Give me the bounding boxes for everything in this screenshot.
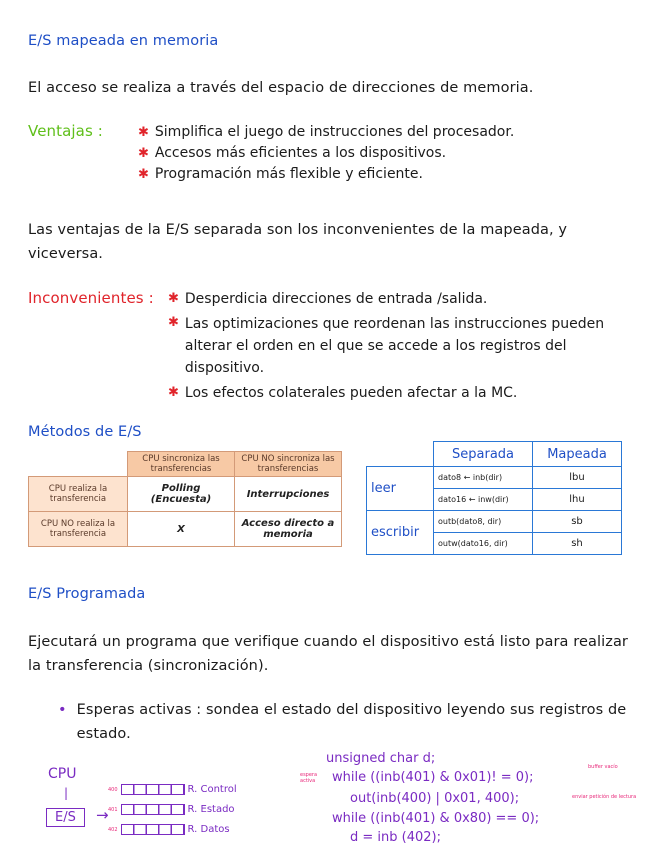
asterisk-icon: ✱	[168, 315, 179, 330]
table-header: Separada	[434, 442, 533, 467]
drawbacks-list	[168, 289, 643, 403]
table-cell: dato16 ← inw(dir)	[434, 489, 533, 511]
table-header: CPU NO sincroniza las transferencias	[235, 452, 342, 477]
table-row	[29, 477, 342, 512]
code-line: while ((inb(401) & 0x80) == 0);	[332, 811, 540, 826]
table-row	[367, 511, 622, 533]
summary-text: Las ventajas de la E/S separada son los inconvenientes de la mapeada, y viceversa.	[28, 222, 568, 262]
list-item: ✱ Las optimizaciones que reordenan las instrucciones pueden alterar el orden en el que se accede a los registros del dispositivo.	[168, 313, 643, 379]
table-corner	[367, 442, 434, 467]
row-label: CPU realiza la transferencia	[29, 477, 128, 512]
table-cell: Polling (Encuesta)	[128, 477, 235, 512]
code-note: buffer vacío	[588, 764, 618, 770]
row-label: escribir	[367, 511, 434, 555]
methods-heading: Métodos de E/S	[28, 424, 142, 440]
table-cell: lbu	[533, 467, 622, 489]
table-cell: sb	[533, 511, 622, 533]
table-cell: outw(dato16, dir)	[434, 533, 533, 555]
programmed-heading: E/S Programada	[28, 586, 146, 602]
table-row	[29, 512, 342, 547]
advantages-list	[138, 122, 514, 185]
table-corner	[29, 452, 128, 477]
asterisk-icon: ✱	[168, 385, 179, 400]
row-label: leer	[367, 467, 434, 511]
list-item: ✱ Desperdicia direcciones de entrada /salida.	[168, 291, 488, 307]
list-item: ✱ Los efectos colaterales pueden afectar a la MC.	[168, 385, 518, 401]
table-header: Mapeada	[533, 442, 622, 467]
table-cell: Interrupciones	[235, 477, 342, 512]
code-line: unsigned char d;	[326, 751, 436, 766]
methods-table	[28, 451, 342, 547]
asterisk-icon: ✱	[138, 125, 149, 140]
code-line: while ((inb(401) & 0x01)! = 0);	[332, 770, 534, 785]
table-cell: X	[128, 512, 235, 547]
list-item: ✱ Simplifica el juego de instrucciones del procesador.	[138, 124, 515, 140]
programmed-bullet: • Esperas activas : sondea el estado del dispositivo leyendo sus registros de estado.	[58, 698, 648, 746]
register-row: 401 R. Estado	[108, 804, 235, 815]
drawbacks-label: Inconvenientes :	[28, 289, 154, 307]
table-cell: outb(dato8, dir)	[434, 511, 533, 533]
asterisk-icon: ✱	[138, 167, 149, 182]
es-comparison-table	[366, 441, 622, 555]
table-header: CPU sincroniza las transferencias	[128, 452, 235, 477]
register-row: 402 R. Datos	[108, 824, 230, 835]
table-row	[367, 467, 622, 489]
asterisk-icon: ✱	[168, 291, 179, 306]
row-label: CPU NO realiza la transferencia	[29, 512, 128, 547]
list-item: ✱ Accesos más eficientes a los dispositivos.	[138, 145, 447, 161]
register-icon	[121, 784, 185, 795]
table-cell: lhu	[533, 489, 622, 511]
table-cell: sh	[533, 533, 622, 555]
cpu-connector: |	[64, 786, 69, 800]
asterisk-icon: ✱	[138, 146, 149, 161]
advantages-label: Ventajas :	[28, 122, 103, 140]
programmed-intro: Ejecutará un programa que verifique cuando el dispositivo está listo para realizar la transferencia (sincronización).	[28, 634, 628, 674]
register-row: 400 R. Control	[108, 784, 237, 795]
list-item: ✱ Programación más flexible y eficiente.	[138, 166, 423, 182]
cpu-label: CPU	[48, 766, 77, 782]
es-box: E/S	[46, 808, 85, 827]
code-note: espera activa	[300, 772, 318, 784]
register-icon	[121, 804, 185, 815]
code-note: enviar petición de lectura	[572, 794, 637, 800]
arrow-right-icon: →	[96, 806, 109, 824]
code-line: out(inb(400) | 0x01, 400);	[350, 791, 520, 806]
bullet-dot-icon: •	[58, 702, 67, 718]
table-cell: dato8 ← inb(dir)	[434, 467, 533, 489]
register-icon	[121, 824, 185, 835]
table-cell: Acceso directo a memoria	[235, 512, 342, 547]
intro-text: El acceso se realiza a través del espacio de direcciones de memoria.	[28, 80, 534, 96]
page-title: E/S mapeada en memoria	[28, 33, 219, 49]
code-line: d = inb (402);	[350, 830, 441, 845]
